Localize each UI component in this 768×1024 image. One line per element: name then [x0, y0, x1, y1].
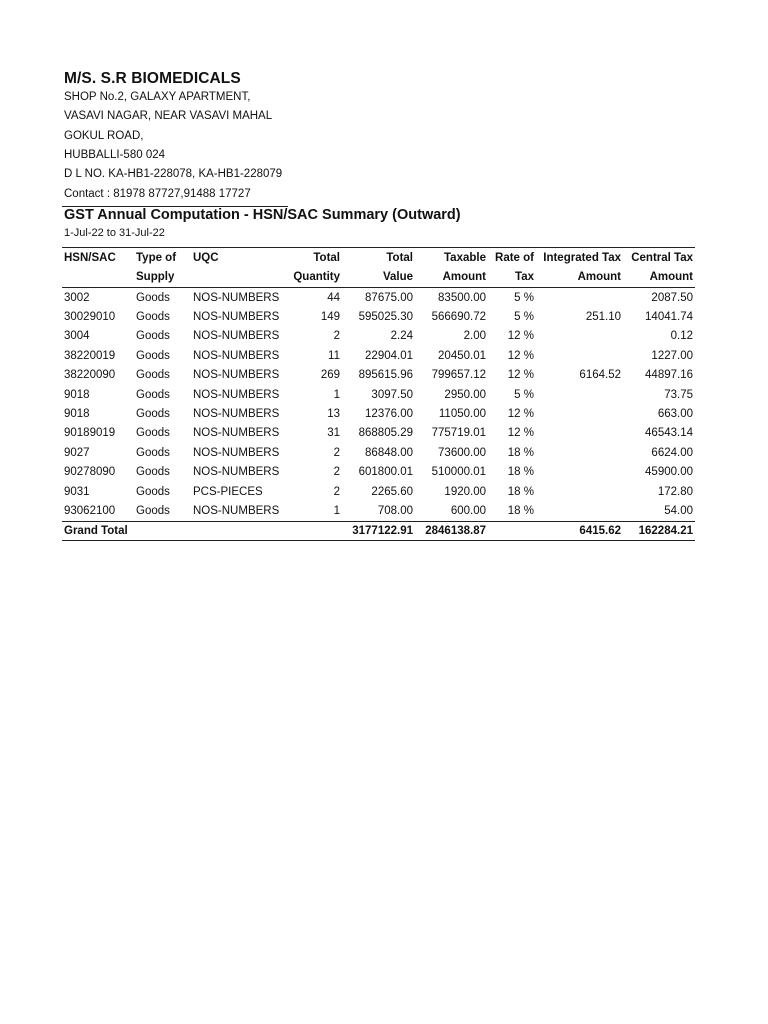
- cell-taxable: 799657.12: [431, 369, 486, 382]
- table-row: [62, 366, 695, 385]
- cell-qty: 31: [327, 427, 340, 440]
- col-header-cgst: Central Tax: [623, 248, 695, 268]
- cell-rate: 18 %: [507, 504, 534, 517]
- address-line-3: GOKUL ROAD,: [64, 130, 144, 142]
- cell-uqc: NOS-NUMBERS: [193, 388, 280, 401]
- cell-uqc: NOS-NUMBERS: [193, 291, 280, 304]
- address-line-1: SHOP No.2, GALAXY APARTMENT,: [64, 91, 251, 103]
- cell-igst: [536, 288, 623, 308]
- cell-taxable: 73600.00: [438, 446, 486, 459]
- cell-taxable: 566690.72: [431, 311, 486, 324]
- cell-uqc: NOS-NUMBERS: [193, 427, 280, 440]
- report-period: 1-Jul-22 to 31-Jul-22: [64, 227, 165, 239]
- cell-hsn: 90189019: [64, 427, 116, 440]
- col-header-uqc: UQC: [191, 248, 288, 268]
- table-row: [62, 424, 695, 443]
- cell-qty: 44: [327, 291, 340, 304]
- grand-total-blank-qty: [288, 521, 342, 540]
- report-title: GST Annual Computation - HSN/SAC Summary (Outward): [64, 207, 461, 223]
- grand-total-label: Grand Total: [62, 521, 191, 540]
- cell-value: 22904.01: [365, 349, 413, 362]
- cell-cgst: 46543.14: [645, 427, 693, 440]
- col-subheader-hsn: [62, 268, 134, 288]
- cell-hsn: 90278090: [64, 466, 116, 479]
- cell-cgst: 54.00: [664, 504, 693, 517]
- drug-license-line: D L NO. KA-HB1-228078, KA-HB1-228079: [64, 168, 283, 180]
- table-body: [62, 288, 695, 522]
- cell-cgst: 1227.00: [651, 349, 693, 362]
- cell-taxable: 600.00: [450, 504, 486, 517]
- cell-value: 87675.00: [365, 291, 413, 304]
- grand-total-igst: 6415.62: [536, 521, 623, 540]
- cell-cgst: 2087.50: [651, 291, 693, 304]
- cell-rate: 5 %: [514, 311, 534, 324]
- cell-value: 2265.60: [371, 485, 413, 498]
- cell-type: Goods: [136, 291, 170, 304]
- cell-uqc: NOS-NUMBERS: [193, 408, 280, 421]
- col-header-taxable: Taxable: [415, 248, 488, 268]
- cell-qty: 2: [333, 330, 340, 343]
- address-line-2: VASAVI NAGAR, NEAR VASAVI MAHAL: [64, 110, 273, 122]
- cell-hsn: 3002: [64, 291, 90, 304]
- cell-value: 595025.30: [358, 311, 413, 324]
- cell-value: 3097.50: [371, 388, 413, 401]
- col-subheader-type: Supply: [134, 268, 191, 288]
- col-header-type: Type of: [134, 248, 191, 268]
- cell-cgst: 14041.74: [645, 311, 693, 324]
- cell-hsn: 9018: [64, 388, 90, 401]
- cell-uqc: NOS-NUMBERS: [193, 330, 280, 343]
- cell-taxable: 2950.00: [444, 388, 486, 401]
- cell-cgst: 45900.00: [645, 466, 693, 479]
- table-row: [62, 288, 695, 308]
- cell-qty: 2: [333, 485, 340, 498]
- col-header-qty: Total: [288, 248, 342, 268]
- cell-hsn: 93062100: [64, 504, 116, 517]
- cell-taxable: 2.00: [463, 330, 486, 343]
- cell-taxable: 83500.00: [438, 291, 486, 304]
- col-header-hsn: HSN/SAC: [62, 248, 134, 268]
- cell-uqc: PCS-PIECES: [193, 485, 263, 498]
- cell-igst: [536, 404, 623, 423]
- grand-total-value: 3177122.91: [342, 521, 415, 540]
- grand-total-taxable: 2846138.87: [415, 521, 488, 540]
- cell-rate: 5 %: [514, 291, 534, 304]
- cell-type: Goods: [136, 427, 170, 440]
- table-row: [62, 463, 695, 482]
- cell-rate: 18 %: [507, 485, 534, 498]
- cell-hsn: 30029010: [64, 311, 116, 324]
- cell-taxable: 20450.01: [438, 349, 486, 362]
- cell-qty: 2: [333, 466, 340, 479]
- cell-value: 601800.01: [358, 466, 413, 479]
- address-line-4: HUBBALLI-580 024: [64, 149, 166, 161]
- grand-total-row: [62, 521, 695, 540]
- cell-type: Goods: [136, 466, 170, 479]
- cell-value: 86848.00: [365, 446, 413, 459]
- cell-uqc: NOS-NUMBERS: [193, 311, 280, 324]
- cell-cgst: 0.12: [670, 330, 693, 343]
- cell-igst: [536, 501, 623, 521]
- cell-hsn: 9027: [64, 446, 90, 459]
- cell-rate: 18 %: [507, 466, 534, 479]
- cell-hsn: 38220090: [64, 369, 116, 382]
- cell-value: 2.24: [390, 330, 413, 343]
- table-header-row-2: [62, 268, 695, 288]
- cell-igst: [536, 346, 623, 365]
- cell-taxable: 510000.01: [431, 466, 486, 479]
- cell-rate: 12 %: [507, 369, 534, 382]
- cell-cgst: 6624.00: [651, 446, 693, 459]
- cell-type: Goods: [136, 369, 170, 382]
- cell-igst: [536, 482, 623, 501]
- cell-taxable: 775719.01: [431, 427, 486, 440]
- cell-igst: [536, 327, 623, 346]
- cell-type: Goods: [136, 388, 170, 401]
- cell-qty: 149: [320, 311, 340, 324]
- hsn-summary-table: [62, 247, 695, 541]
- cell-rate: 12 %: [507, 408, 534, 421]
- col-subheader-value: Value: [342, 268, 415, 288]
- table-row: [62, 385, 695, 404]
- cell-cgst: 44897.16: [645, 369, 693, 382]
- cell-uqc: NOS-NUMBERS: [193, 349, 280, 362]
- cell-uqc: NOS-NUMBERS: [193, 369, 280, 382]
- cell-hsn: 9031: [64, 485, 90, 498]
- cell-value: 895615.96: [358, 369, 413, 382]
- grand-total-blank-uqc: [191, 521, 288, 540]
- cell-type: Goods: [136, 446, 170, 459]
- col-subheader-uqc: [191, 268, 288, 288]
- cell-taxable: 11050.00: [438, 408, 486, 421]
- cell-qty: 2: [333, 446, 340, 459]
- cell-value: 708.00: [377, 504, 413, 517]
- col-header-igst: Integrated Tax: [536, 248, 623, 268]
- cell-type: Goods: [136, 485, 170, 498]
- col-subheader-cgst: Amount: [623, 268, 695, 288]
- cell-type: Goods: [136, 330, 170, 343]
- col-subheader-igst: Amount: [536, 268, 623, 288]
- contact-line: Contact : 81978 87727,91488 17727: [64, 188, 251, 200]
- cell-igst: [536, 424, 623, 443]
- table-row: [62, 482, 695, 501]
- cell-igst: [536, 463, 623, 482]
- cell-hsn: 38220019: [64, 349, 116, 362]
- grand-total-blank-rate: [488, 521, 536, 540]
- cell-hsn: 9018: [64, 408, 90, 421]
- cell-uqc: NOS-NUMBERS: [193, 446, 280, 459]
- cell-qty: 11: [328, 349, 340, 362]
- col-subheader-taxable: Amount: [415, 268, 488, 288]
- cell-igst: [536, 385, 623, 404]
- table-row: [62, 346, 695, 365]
- cell-rate: 5 %: [514, 388, 534, 401]
- cell-uqc: NOS-NUMBERS: [193, 466, 280, 479]
- cell-rate: 12 %: [507, 349, 534, 362]
- cell-type: Goods: [136, 408, 170, 421]
- cell-type: Goods: [136, 504, 170, 517]
- table-header-row-1: [62, 248, 695, 268]
- col-subheader-qty: Quantity: [288, 268, 342, 288]
- table-row: [62, 443, 695, 462]
- table-row: [62, 327, 695, 346]
- cell-uqc: NOS-NUMBERS: [193, 504, 280, 517]
- cell-qty: 1: [333, 388, 340, 401]
- cell-cgst: 663.00: [657, 408, 693, 421]
- cell-igst: 6164.52: [579, 369, 621, 382]
- company-name: M/S. S.R BIOMEDICALS: [64, 70, 241, 87]
- cell-value: 12376.00: [365, 408, 413, 421]
- cell-qty: 1: [333, 504, 340, 517]
- cell-igst: [536, 443, 623, 462]
- table-row: [62, 501, 695, 521]
- cell-cgst: 73.75: [664, 388, 693, 401]
- cell-type: Goods: [136, 349, 170, 362]
- table-row: [62, 307, 695, 326]
- cell-cgst: 172.80: [657, 485, 693, 498]
- cell-value: 868805.29: [358, 427, 413, 440]
- cell-hsn: 3004: [64, 330, 90, 343]
- cell-taxable: 1920.00: [444, 485, 486, 498]
- col-header-value: Total: [342, 248, 415, 268]
- cell-rate: 12 %: [507, 427, 534, 440]
- cell-rate: 18 %: [507, 446, 534, 459]
- cell-type: Goods: [136, 311, 170, 324]
- col-subheader-rate: Tax: [488, 268, 536, 288]
- cell-qty: 13: [327, 408, 340, 421]
- grand-total-cgst: 162284.21: [623, 521, 695, 540]
- col-header-rate: Rate of: [488, 248, 536, 268]
- cell-igst: 251.10: [585, 311, 621, 324]
- table-row: [62, 404, 695, 423]
- cell-rate: 12 %: [507, 330, 534, 343]
- cell-qty: 269: [320, 369, 340, 382]
